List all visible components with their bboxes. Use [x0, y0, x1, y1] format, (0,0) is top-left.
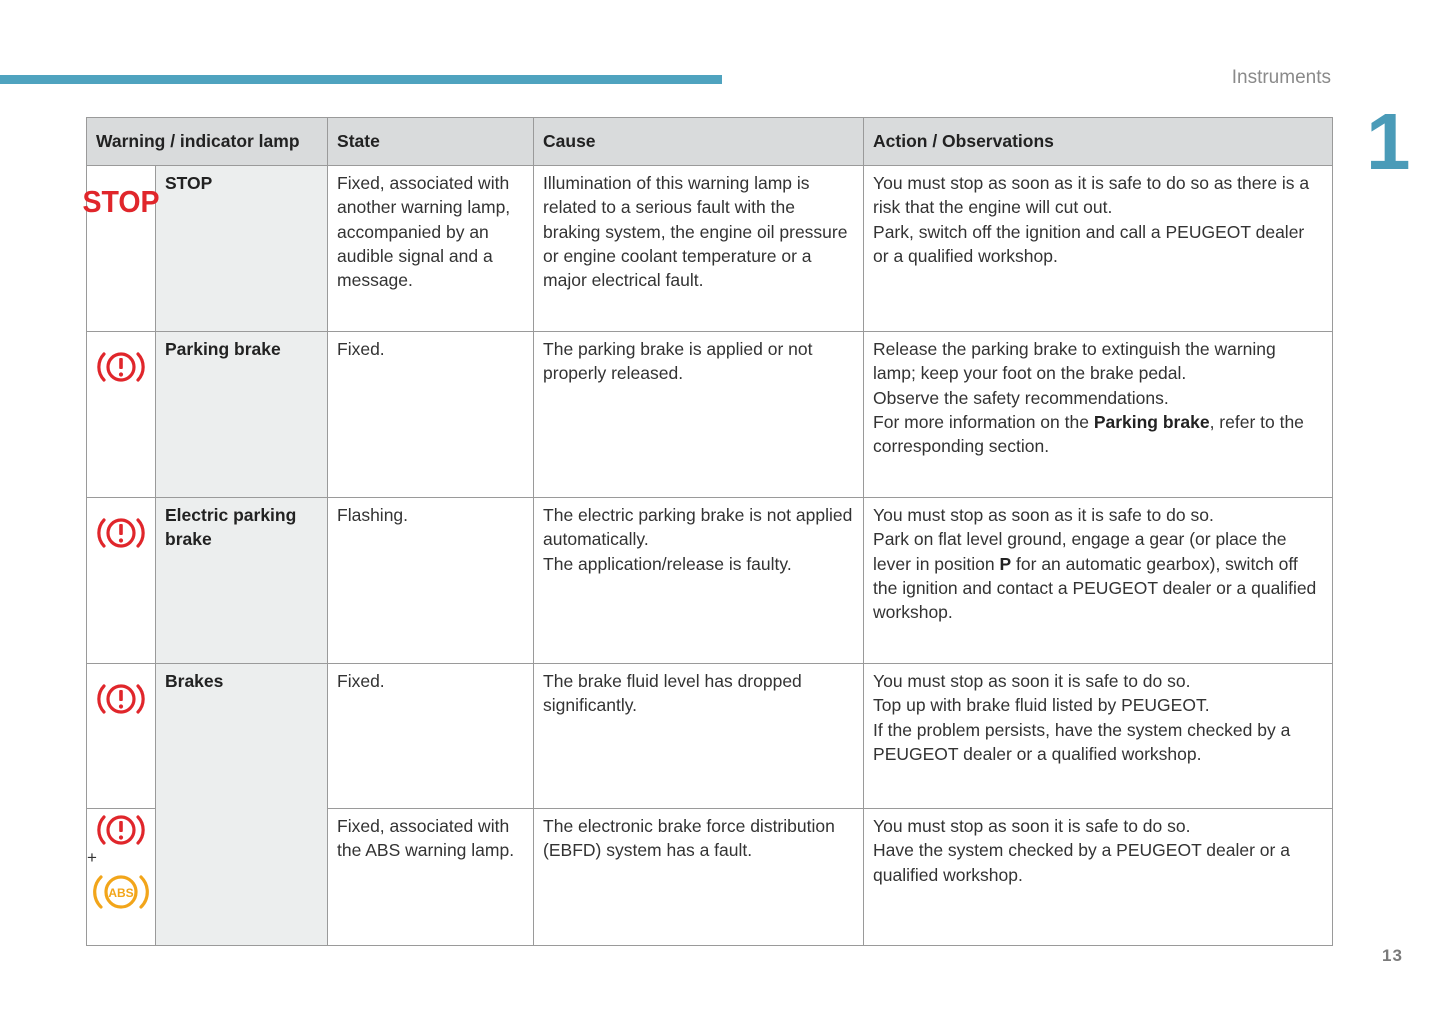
parking-brake-reference: Parking brake: [1093, 411, 1210, 432]
lamp-name: Parking brake: [156, 332, 328, 498]
cause-cell: The parking brake is applied or not properly released.: [534, 332, 864, 498]
stop-icon-text: STOP: [82, 184, 160, 220]
column-header-action: Action / Observations: [864, 118, 1333, 166]
action-cell: [864, 332, 1333, 498]
lamp-name: STOP: [156, 166, 328, 332]
state-cell: Fixed.: [328, 664, 534, 809]
stop-icon: [82, 180, 160, 220]
icon-cell: [87, 498, 156, 664]
table-header-row: [87, 118, 1333, 166]
action-reference: For more information on the Parking brake, refer to the corresponding section.: [873, 411, 1304, 457]
state-cell: Fixed, associated with the ABS warning lamp.: [328, 809, 534, 946]
icon-cell: [82, 166, 160, 332]
gear-position-p: P: [999, 553, 1012, 574]
warning-lamps-table: [82, 117, 1333, 946]
icon-cell: [87, 809, 156, 946]
abs-icon-text: ABS: [108, 886, 134, 900]
action-line: Release the parking brake to extinguish the warning lamp; keep your foot on the brake pedal.: [873, 339, 1276, 384]
page-number: 13: [1382, 946, 1403, 965]
action-cell: [864, 809, 1333, 946]
brake-warning-icon: [96, 347, 146, 387]
state-cell: Flashing.: [328, 498, 534, 664]
cause-cell: The electronic brake force distribution (EBFD) system has a fault.: [534, 809, 864, 946]
action-cell: [864, 498, 1333, 664]
table-row: [87, 166, 1333, 332]
action-line: You must stop as soon it is safe to do so.: [873, 671, 1191, 691]
cause-cell: [534, 498, 864, 664]
column-header-lamp: Warning / indicator lamp: [87, 118, 328, 166]
state-cell: Fixed, associated with another warning lamp, accompanied by an audible signal and a message.: [328, 166, 534, 332]
table-row: [87, 332, 1333, 498]
action-line: You must stop as soon as it is safe to do so.: [873, 505, 1214, 525]
column-header-cause: Cause: [534, 118, 864, 166]
action-line: Have the system checked by a PEUGEOT dealer or a qualified workshop.: [873, 840, 1290, 885]
action-line: Observe the safety recommendations.: [873, 387, 1169, 408]
column-header-state: State: [328, 118, 534, 166]
lamp-name: Electric parking brake: [156, 498, 328, 664]
cause-cell: Illumination of this warning lamp is related to a serious fault with the braking system, the engine oil pressure or engine coolant temperature or a major electrical fault.: [534, 166, 864, 332]
section-title: Instruments: [1231, 67, 1331, 88]
brake-warning-icon: [96, 679, 146, 719]
action-line: You must stop as soon it is safe to do so.: [873, 816, 1191, 836]
action-line: Top up with brake fluid listed by PEUGEOT.: [873, 695, 1210, 716]
plus-sign: +: [87, 848, 97, 867]
icon-cell: [87, 332, 156, 498]
action-line: If the problem persists, have the system checked by a PEUGEOT dealer or a qualified workshop.: [873, 719, 1291, 764]
brake-warning-icon: [96, 810, 146, 850]
cause-cell: The brake fluid level has dropped significantly.: [534, 664, 864, 809]
icon-cell: [87, 664, 156, 809]
action-cell: [864, 166, 1333, 332]
cause-line: The electric parking brake is not applied automatically.: [543, 505, 853, 550]
action-line: Park on flat level ground, engage a gear (or place the lever in position P for an automatic gearbox), switch off the ignition and contact a PEUGEOT dealer or a qualified workshop.: [873, 529, 1317, 623]
chapter-number: 1: [1366, 97, 1411, 186]
table-row: [87, 664, 1333, 809]
lamp-name: Brakes: [156, 664, 328, 946]
brake-warning-icon: [96, 513, 146, 553]
action-line: Park, switch off the ignition and call a PEUGEOT dealer or a qualified workshop.: [873, 221, 1305, 266]
cause-line: The application/release is faulty.: [543, 553, 792, 574]
state-cell: Fixed.: [328, 332, 534, 498]
action-cell: [864, 664, 1333, 809]
action-line: You must stop as soon as it is safe to do so as there is a risk that the engine will cut out.: [873, 173, 1310, 218]
abs-icon: [91, 868, 151, 916]
header-accent-bar: [0, 75, 722, 84]
table-row: [87, 498, 1333, 664]
